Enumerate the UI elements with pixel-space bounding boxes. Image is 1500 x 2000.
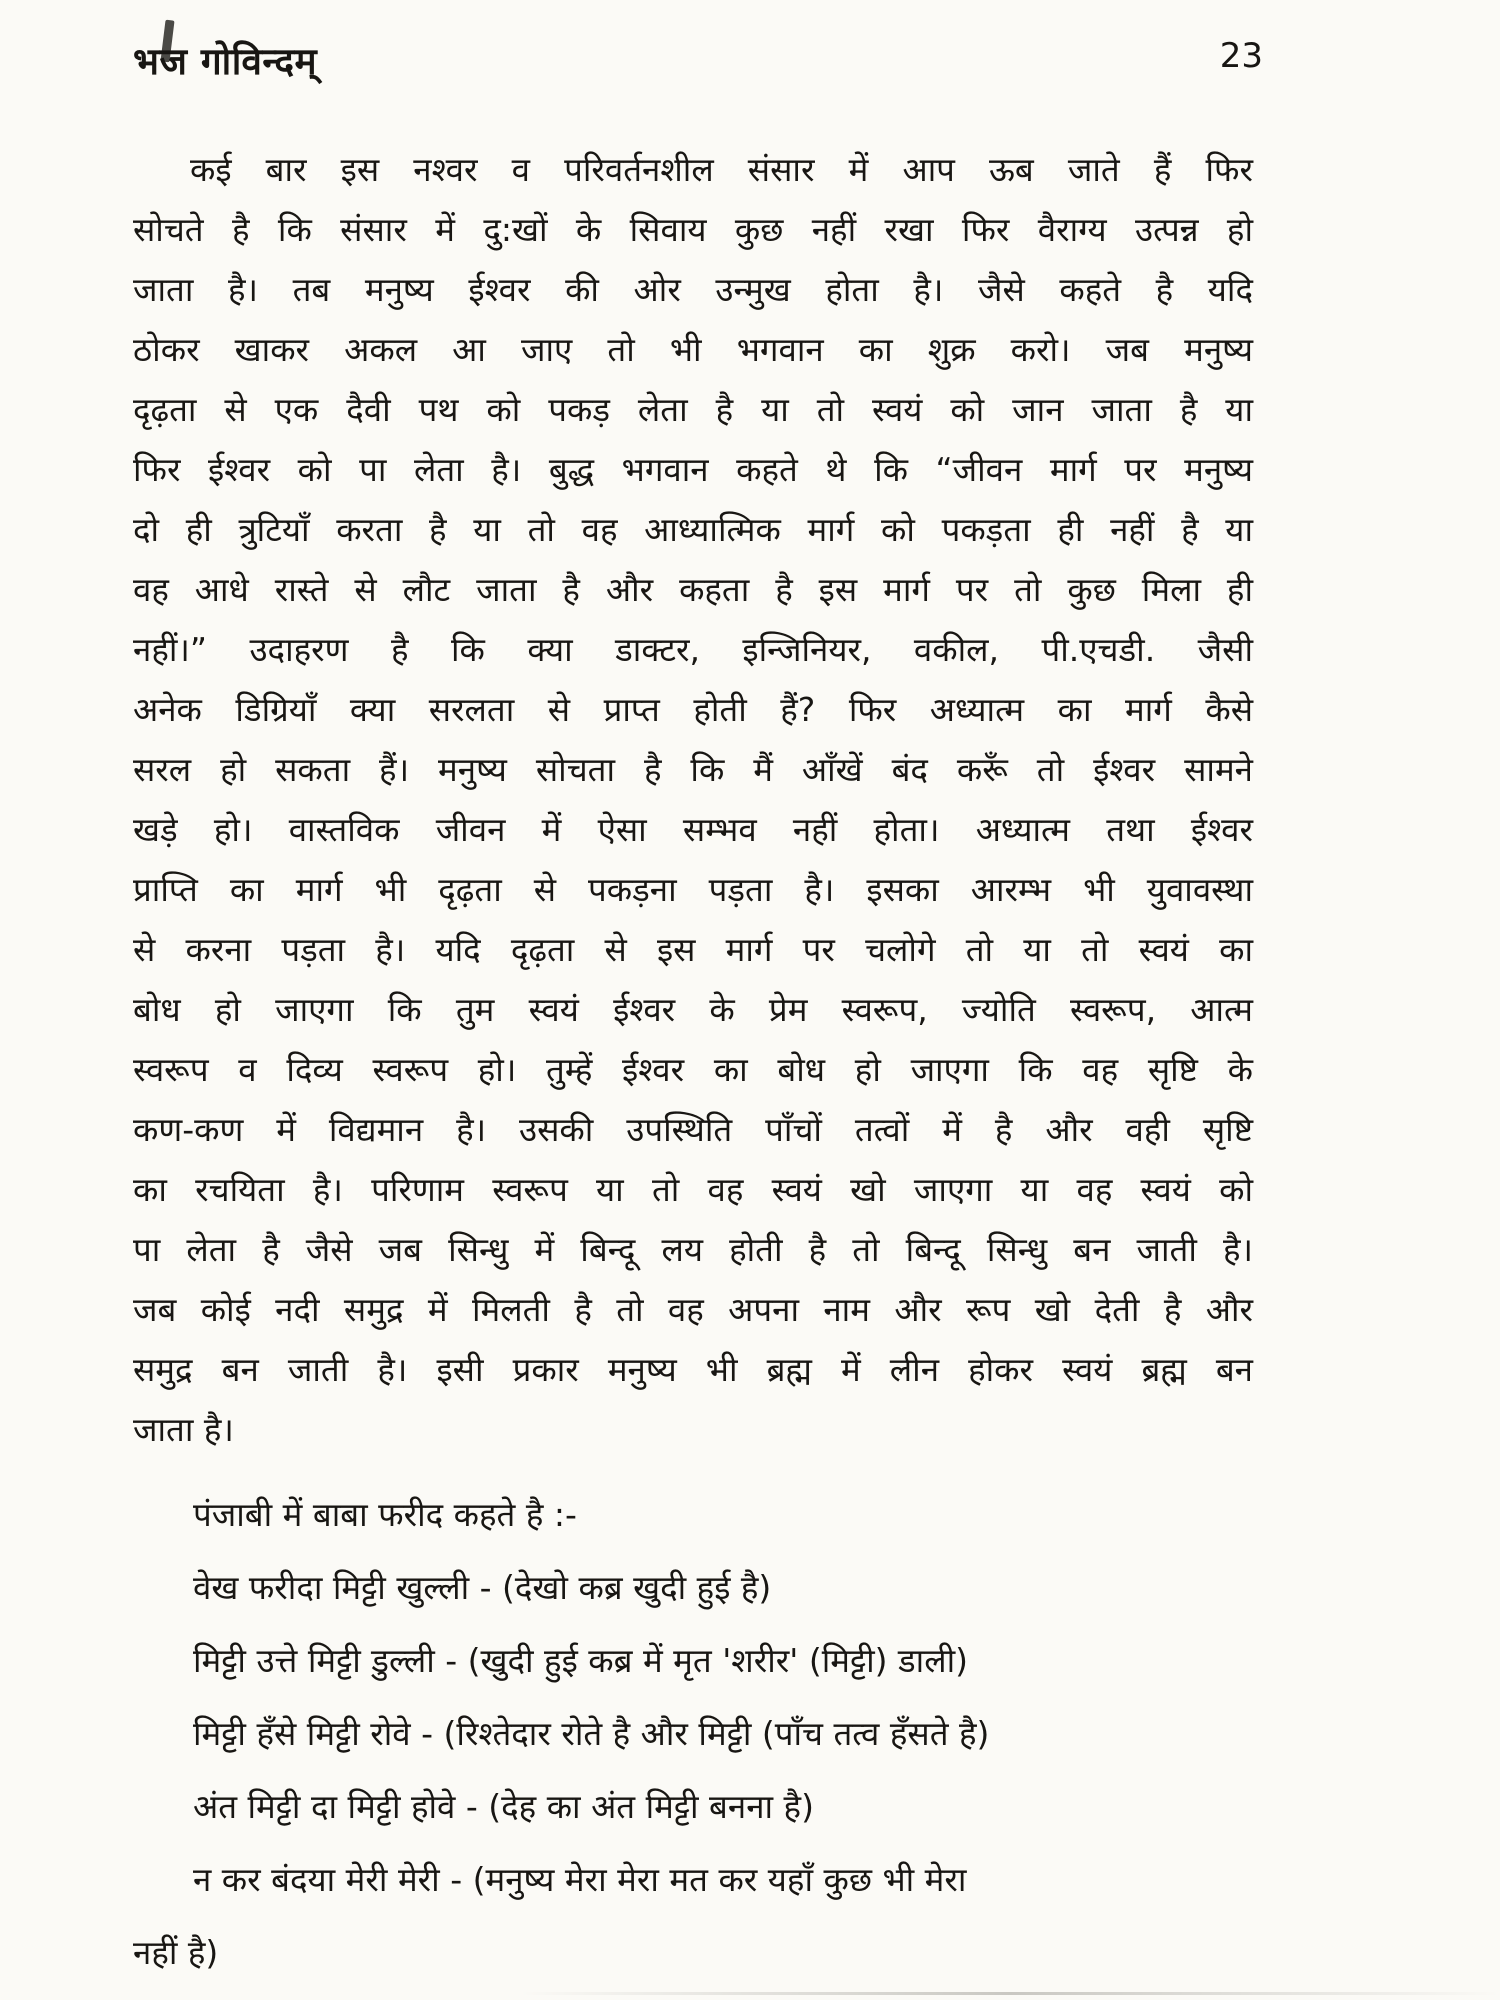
paragraph-line: जब कोई नदी समुद्र में मिलती है तो वह अपना नाम और रूप खो देती है और [133,1290,1253,1329]
main-paragraph [133,140,1253,1460]
page-number: 23 [1219,36,1263,76]
paragraph-line: स्वरूप व दिव्य स्वरूप हो। तुम्हें ईश्वर का बोध हो जाएगा कि वह सृष्टि के [133,1050,1253,1089]
paragraph-line: अनेक डिग्रियाँ क्या सरलता से प्राप्त होती हैं? फिर अध्यात्म का मार्ग कैसे [133,690,1253,729]
verse-line: न कर बंदया मेरी मेरी - (मनुष्य मेरा मेरा मत कर यहाँ कुछ भी मेरा [193,1860,967,1899]
verse-line: मिट्टी उत्ते मिट्टी डुल्ली - (खुदी हुई कब्र में मृत 'शरीर' (मिट्टी) डाली) [193,1641,969,1680]
paragraph-line: समुद्र बन जाती है। इसी प्रकार मनुष्य भी ब्रह्म में लीन होकर स्वयं ब्रह्म बन [133,1350,1253,1389]
section-intro-line: पंजाबी में बाबा फरीद कहते है :- [193,1495,577,1534]
paragraph-line: प्राप्ति का मार्ग भी दृढ़ता से पकड़ना पड़ता है। इसका आरम्भ भी युवावस्था [133,870,1253,909]
verse-line: वेख फरीदा मिट्टी खुल्ली - (देखो कब्र खुदी हुई है) [193,1568,772,1607]
paragraph-line: बोध हो जाएगा कि तुम स्वयं ईश्वर के प्रेम स्वरूप, ज्योति स्वरूप, आत्म [133,990,1253,1029]
paragraph-line: दो ही त्रुटियाँ करता है या तो वह आध्यात्मिक मार्ग को पकड़ता ही नहीं है या [133,510,1253,549]
paragraph-line: खड़े हो। वास्तविक जीवन में ऐसा सम्भव नहीं होता। अध्यात्म तथा ईश्वर [133,810,1253,849]
page-bottom-scan-shadow [520,1992,1500,1995]
paragraph-line: नहीं।” उदाहरण है कि क्या डाक्टर, इन्जिनियर, वकील, पी.एचडी. जैसी [133,630,1253,669]
paragraph-line: कई बार इस नश्वर व परिवर्तनशील संसार में आप ऊब जाते हैं फिर [190,150,1253,189]
verse-continuation-line: नहीं है) [133,1933,219,1972]
paragraph-line: कण-कण में विद्यमान है। उसकी उपस्थिति पाँचों तत्वों में है और वही सृष्टि [133,1110,1253,1149]
farid-verses-section [133,1478,1273,1989]
paragraph-line: ठोकर खाकर अकल आ जाए तो भी भगवान का शुक्र करो। जब मनुष्य [133,330,1253,369]
chapter-title: भज गोविन्दम् [133,40,318,83]
verse-line: मिट्टी हँसे मिट्टी रोवे - (रिश्तेदार रोते है और मिट्टी (पाँच तत्व हँसते है) [193,1714,990,1753]
verse-line: अंत मिट्टी दा मिट्टी होवे - (देह का अंत मिट्टी बनना है) [193,1787,814,1826]
page-header [133,34,1263,85]
paragraph-line: पा लेता है जैसे जब सिन्धु में बिन्दू लय होती है तो बिन्दू सिन्धु बन जाती है। [133,1230,1253,1269]
paragraph-line: सरल हो सकता हैं। मनुष्य सोचता है कि मैं आँखें बंद करूँ तो ईश्वर सामने [133,750,1253,789]
paragraph-line: वह आधे रास्ते से लौट जाता है और कहता है इस मार्ग पर तो कुछ मिला ही [133,570,1253,609]
paragraph-line: से करना पड़ता है। यदि दृढ़ता से इस मार्ग पर चलोगे तो या तो स्वयं का [133,930,1253,969]
paragraph-line: सोचते है कि संसार में दु:खों के सिवाय कुछ नहीं रखा फिर वैराग्य उत्पन्न हो [133,210,1253,249]
paragraph-line: दृढ़ता से एक दैवी पथ को पकड़ लेता है या तो स्वयं को जान जाता है या [133,390,1253,429]
paragraph-line: जाता है। तब मनुष्य ईश्वर की ओर उन्मुख होता है। जैसे कहते है यदि [133,270,1253,309]
paragraph-line: जाता है। [133,1410,234,1449]
paragraph-line: का रचयिता है। परिणाम स्वरूप या तो वह स्वयं खो जाएगा या वह स्वयं को [133,1170,1253,1209]
paragraph-line: फिर ईश्वर को पा लेता है। बुद्ध भगवान कहते थे कि “जीवन मार्ग पर मनुष्य [133,450,1253,489]
